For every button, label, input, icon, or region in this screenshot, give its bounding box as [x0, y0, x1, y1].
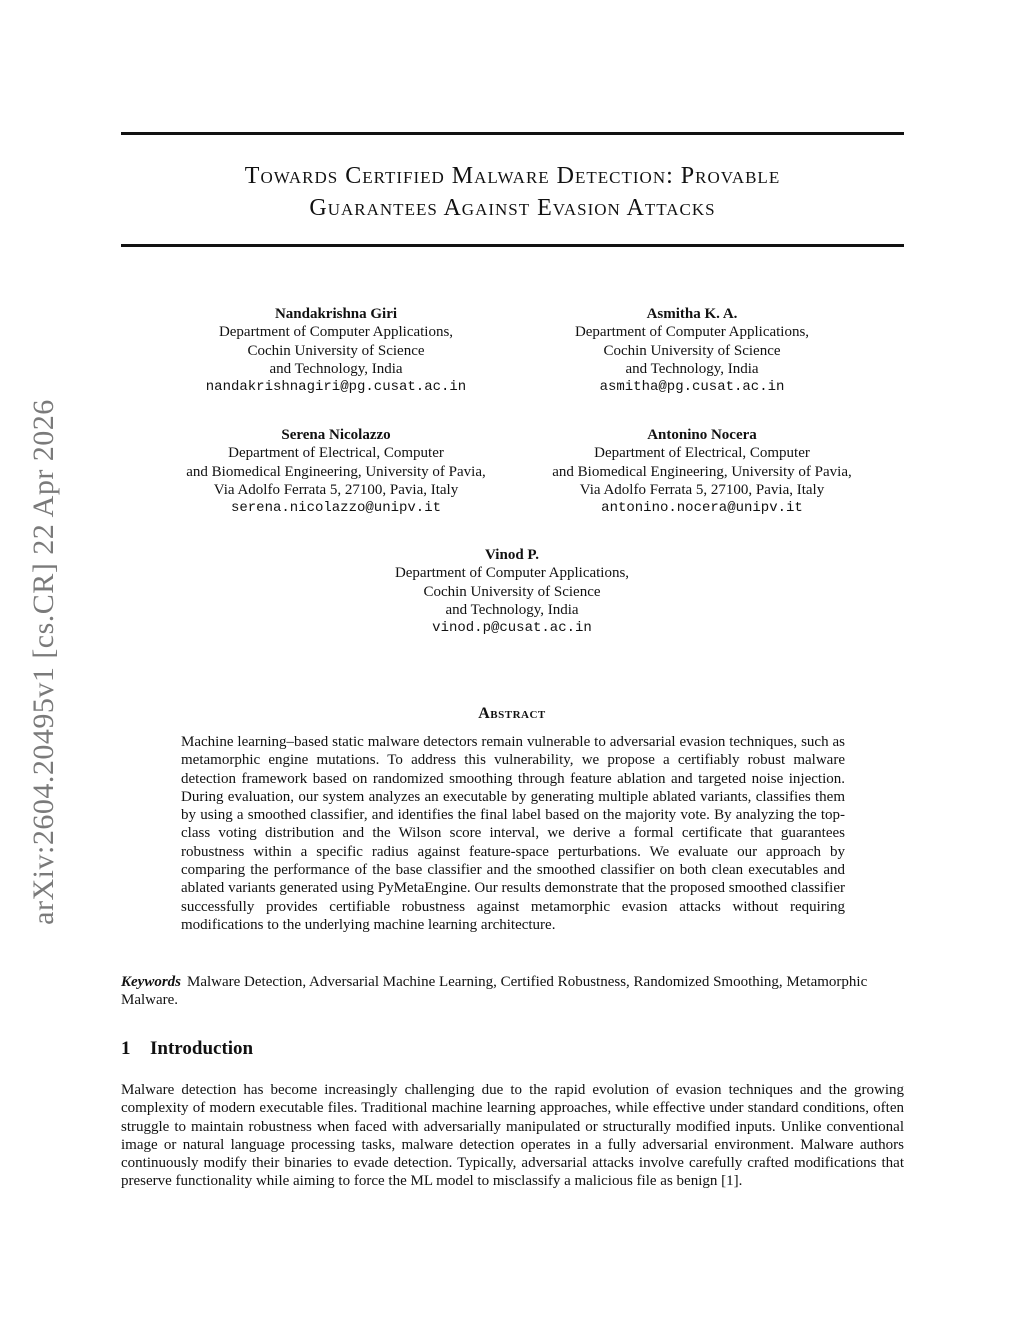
author-affiliation-line: Department of Electrical, Computer	[228, 445, 444, 462]
title-line-1: Towards Certified Malware Detection: Provable	[244, 163, 781, 189]
author-block-asmitha	[477, 305, 907, 396]
author-affiliation-line: Department of Computer Applications,	[218, 324, 454, 341]
author-name: Serena Nicolazzo	[281, 427, 391, 443]
author-affiliation-line: Department of Computer Applications,	[574, 324, 810, 341]
author-affiliation-line: Via Adolfo Ferrata 5, 27100, Pavia, Italy	[213, 481, 459, 498]
author-affiliation-line: and Biomedical Engineering, University of Pavia,	[552, 463, 852, 480]
author-block-vinod	[297, 546, 727, 637]
arxiv-stamp: arXiv:2604.20495v1 [cs.CR] 22 Apr 2026	[27, 399, 60, 925]
author-affiliation-line: Department of Computer Applications,	[394, 565, 630, 582]
title-rule-top	[121, 132, 904, 135]
author-email: nandakrishnagiri@pg.cusat.ac.in	[205, 379, 467, 396]
author-affiliation-line: Cochin University of Science	[423, 583, 601, 600]
author-affiliation-line: Cochin University of Science	[247, 342, 425, 359]
section-number: 1	[121, 1038, 131, 1059]
abstract-heading: Abstract	[478, 705, 546, 722]
paper-title	[121, 160, 904, 224]
introduction-paragraph: Malware detection has become increasingly challenging due to the rapid evolution of evasion techniques and the growing complexity of modern executable files. Traditional machine learning approaches, while effective under standard conditions, often struggle to maintain robustness when faced with adversarially manipulated or structurally modified inputs. Unlike conventional image or natural language processing tasks, malware detection operates in a fully adversarial environment. Malware authors continuously modify their binaries to evade detection. Typically, adversarial attacks involve carefully crafted modifications that preserve functionality while aiming to force the ML model to misclassify a malicious file as benign [1].	[121, 1082, 904, 1190]
author-email: serena.nicolazzo@unipv.it	[230, 500, 442, 517]
title-line-2: Guarantees Against Evasion Attacks	[309, 195, 716, 221]
author-email: antonino.nocera@unipv.it	[601, 500, 803, 517]
author-affiliation-line: Via Adolfo Ferrata 5, 27100, Pavia, Italy	[579, 481, 825, 498]
keywords-list: Malware Detection, Adversarial Machine Learning, Certified Robustness, Randomized Smoothing, Metamorphic Malware.	[121, 974, 868, 1009]
author-name: Vinod P.	[485, 547, 539, 563]
author-affiliation-line: and Biomedical Engineering, University of Pavia,	[186, 463, 486, 480]
abstract-body: Machine learning–based static malware detectors remain vulnerable to adversarial evasion techniques, such as metamorphic engine mutations. To address this vulnerability, we propose a certifiably robust malware detection framework based on randomized smoothing through feature ablation and targeted noise injection. During evaluation, our system analyzes an executable by generating multiple ablated variants, classifies them by using a smoothed classifier, and identifies the final label based on the majority vote. By analyzing the top-class voting distribution and the Wilson score interval, we derive a formal certificate that guarantees robustness within a specific radius against feature-space perturbations. We evaluate our approach by comparing the performance of the base classifier and the smoothed classifier on both clean executables and ablated variants generated using PyMetaEngine. Our results demonstrate that the proposed smoothed classifier successfully provides certifiable robustness against metamorphic evasion attacks without requiring modifications to the underlying machine learning architecture.	[181, 734, 845, 933]
author-name: Asmitha K. A.	[646, 306, 738, 322]
author-email: vinod.p@cusat.ac.in	[432, 620, 592, 637]
author-affiliation-line: Department of Electrical, Computer	[594, 445, 810, 462]
author-email: asmitha@pg.cusat.ac.in	[599, 379, 785, 396]
section-title: Introduction	[150, 1038, 254, 1059]
author-affiliation-line: and Technology, India	[625, 360, 759, 377]
author-block-nocera	[487, 426, 917, 517]
author-name: Nandakrishna Giri	[274, 306, 398, 322]
section-heading-introduction	[121, 1038, 253, 1060]
author-affiliation-line: and Technology, India	[445, 601, 579, 618]
keywords-block	[121, 973, 904, 1010]
author-affiliation-line: Cochin University of Science	[603, 342, 781, 359]
keywords-label: Keywords	[121, 974, 181, 990]
author-affiliation-line: and Technology, India	[269, 360, 403, 377]
author-name: Antonino Nocera	[647, 427, 757, 443]
title-rule-bottom	[121, 244, 904, 247]
